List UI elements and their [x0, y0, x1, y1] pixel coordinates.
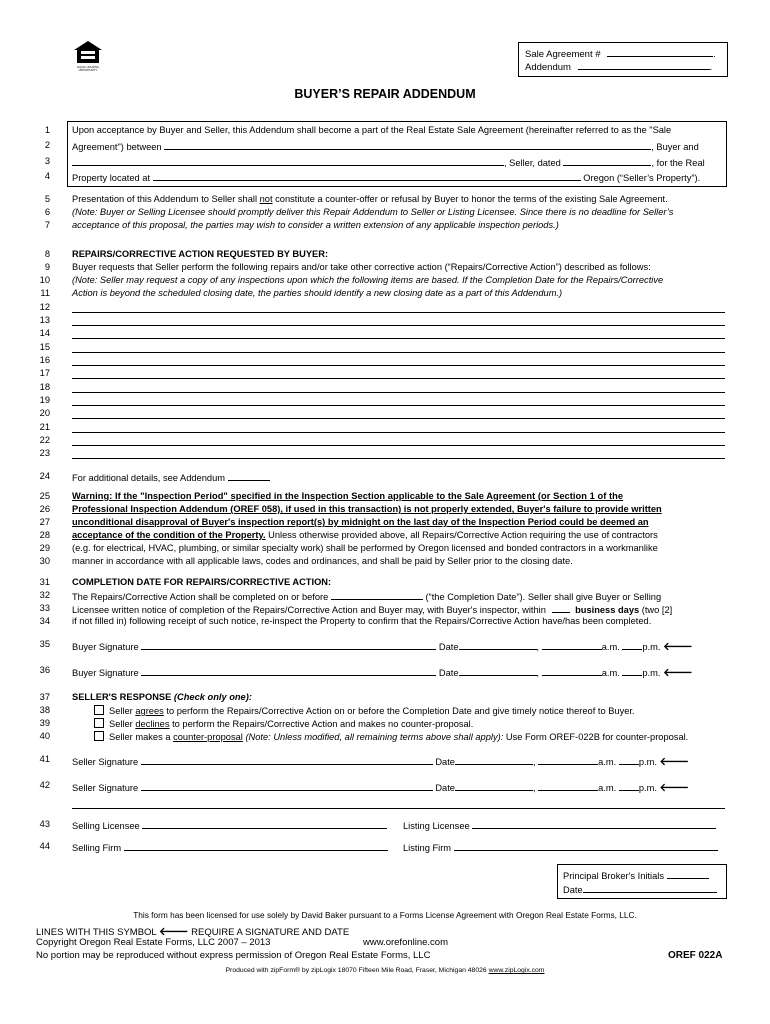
line-number: 43: [39, 819, 50, 829]
date-field[interactable]: [455, 755, 533, 765]
seller-signature-label: Seller Signature: [72, 783, 139, 793]
text: to perform the Repairs/Corrective Action on or before the Completion Date and give timely notice thereof to Buyer.: [163, 706, 635, 716]
listing-licensee-field[interactable]: [472, 819, 716, 829]
seller-option-declines: [94, 718, 473, 729]
line-number: 30: [39, 556, 50, 566]
property-address-field[interactable]: [153, 171, 581, 181]
intro-line-2: [72, 140, 699, 152]
text: (Check only one):: [171, 692, 252, 702]
pm-label: p.m.: [642, 642, 661, 652]
am-label: a.m.: [601, 668, 620, 678]
repair-entry-line[interactable]: [72, 405, 725, 406]
line-number: 11: [40, 288, 50, 298]
completion-line-34: if not filled in) following receipt of such notice, re-inspect the Property to confirm that the Repairs/Corrective Action have/has been completed.: [72, 616, 652, 626]
agreement-between-label: Agreement") between: [72, 142, 162, 152]
buyer-signature-row: [72, 639, 728, 653]
warning-line-28: [72, 530, 658, 540]
reproduction-notice: No portion may be reproduced without express permission of Oregon Real Estate Forms, LLC: [36, 950, 431, 961]
line-number: 24: [39, 471, 50, 481]
am-label: a.m.: [598, 783, 617, 793]
text: agrees: [135, 706, 164, 716]
seller-option-agrees: [94, 705, 635, 716]
line-number: 35: [39, 639, 50, 649]
arrow-left-icon: 🡐: [663, 641, 693, 653]
counter-proposal-checkbox[interactable]: [94, 731, 104, 741]
addendum-row: Addendum .: [525, 62, 713, 73]
line-number: 31: [39, 577, 50, 587]
text: declines: [135, 719, 170, 729]
presentation-line-5: [72, 194, 668, 204]
text: Licensee written notice of completion of the Repairs/Corrective Action and Buyer may, with Buyer's inspector, within: [72, 605, 546, 615]
seller-response-heading: [72, 692, 252, 702]
symbol-notice: [36, 924, 349, 938]
pm-label: p.m.: [642, 668, 661, 678]
line-number: 17: [39, 368, 50, 378]
arrow-left-icon: 🡐: [659, 782, 690, 794]
line-number: 20: [39, 408, 50, 418]
text: constitute a counter-offer or refusal by Buyer to honor the terms of the existing Sale Agreement.: [272, 194, 668, 204]
website-link[interactable]: www.orefonline.com: [363, 937, 449, 948]
date-label: Date: [435, 757, 455, 767]
pm-field[interactable]: [619, 781, 639, 791]
text: (two [2]: [639, 605, 673, 615]
buyer-signature-field[interactable]: [141, 666, 436, 676]
line-number: 32: [39, 590, 50, 600]
text: acceptance of the condition of the Property.: [72, 530, 266, 540]
line-number: 33: [39, 603, 50, 613]
line-number: 29: [39, 543, 50, 553]
repair-entry-line[interactable]: [72, 458, 725, 459]
text: Use Form OREF-022B for counter-proposal.: [503, 732, 689, 742]
pm-field[interactable]: [622, 640, 642, 650]
date-label: Date: [438, 642, 459, 652]
line-number: 15: [39, 342, 50, 352]
line-number: 28: [39, 530, 50, 540]
time-field[interactable]: [538, 781, 598, 791]
page-title: BUYER’S REPAIR ADDENDUM: [294, 87, 476, 101]
broker-date-row: [563, 883, 717, 895]
comma: ,: [536, 642, 540, 652]
line-number: 21: [39, 422, 50, 432]
listing-firm-field[interactable]: [454, 841, 718, 851]
arrow-left-icon: 🡐: [159, 926, 189, 938]
text: SELLER'S RESPONSE: [72, 692, 172, 702]
addendum-label: Addendum: [525, 62, 571, 73]
selling-firm-label: Selling Firm: [72, 843, 122, 853]
buyer-signature-row: [72, 665, 728, 679]
line-number: 4: [44, 171, 50, 181]
text: Seller: [109, 719, 136, 729]
repair-entry-line[interactable]: [72, 365, 725, 366]
form-code: OREF 022A: [668, 950, 723, 961]
line-number: 10: [39, 275, 50, 285]
selling-licensee-label: Selling Licensee: [72, 821, 140, 831]
repair-entry-line[interactable]: [72, 418, 725, 419]
line-number: 23: [39, 448, 50, 458]
repairs-line-10: (Note: Seller may request a copy of any inspections upon which the following items are based. If the Completion Date for the Repairs/Corrective: [72, 275, 664, 285]
repair-entry-line[interactable]: [72, 378, 725, 379]
am-label: a.m.: [598, 757, 617, 767]
warning-line-25: Warning: If the "Inspection Period" specified in the Inspection Section applicable to the Sale Agreement (or Section 1 of the: [72, 491, 624, 501]
buyer-signature-field[interactable]: [141, 640, 436, 650]
business-days-field[interactable]: [552, 603, 570, 613]
arrow-left-icon: 🡐: [663, 667, 693, 679]
line-number: 36: [39, 665, 50, 675]
seller-signature-field[interactable]: [141, 781, 433, 791]
text: LINES WITH THIS SYMBOL: [36, 927, 159, 938]
repair-entry-line[interactable]: [72, 325, 725, 326]
repair-entry-line[interactable]: [72, 445, 725, 446]
intro-line-1: Upon acceptance by Buyer and Seller, this Addendum shall become a part of the Real Estate Sale Agreement (hereinafter referred to as the "Sale: [72, 125, 672, 135]
text: Unless otherwise provided above, all Repairs/Corrective Action requiring the use of contractors: [265, 530, 658, 540]
text: Produced with zipForm® by zipLogix 18070 Fifteen Mile Road, Fraser, Michigan 48026: [225, 967, 489, 974]
comma: ,: [532, 783, 536, 793]
line-number: 26: [39, 504, 50, 514]
license-notice: This form has been licensed for use solely by David Baker pursuant to a Forms License Agreement with Oregon Real Estate Forms, LLC.: [133, 910, 637, 920]
line-number: 27: [39, 517, 50, 527]
selling-licensee-row: [72, 819, 387, 831]
date-label: Date: [438, 668, 459, 678]
repair-entry-line[interactable]: [72, 352, 725, 353]
for-the-real-label: , for the Real: [651, 158, 705, 168]
equal-housing-logo: [73, 40, 103, 74]
presentation-line-6: (Note: Buyer or Selling Licensee should promptly deliver this Repair Addendum to Seller or Listing Licensee. Since there is no deadline for Seller’s: [72, 207, 674, 217]
line-number: 12: [39, 302, 50, 312]
pm-field[interactable]: [619, 755, 639, 765]
line-number: 25: [39, 491, 50, 501]
buyer-name-field[interactable]: [164, 140, 651, 150]
broker-date-field[interactable]: [583, 883, 717, 893]
warning-line-30: manner in accordance with all applicable laws, codes and ordinances, and shall be paid by Seller prior to the closing date.: [72, 556, 573, 566]
date-label: Date: [435, 783, 455, 793]
intro-line-3: [72, 156, 705, 168]
broker-initials-row: [563, 869, 709, 881]
broker-date-label: Date: [563, 885, 583, 895]
declines-checkbox[interactable]: [94, 718, 104, 728]
date-field[interactable]: [459, 666, 537, 676]
completion-date-field[interactable]: [331, 590, 423, 600]
selling-firm-field[interactable]: [124, 841, 388, 851]
presentation-line-7: acceptance of this proposal, the parties may wish to consider a written extension of any applicable inspection periods.): [72, 220, 559, 230]
seller-option-counter: [94, 731, 688, 742]
text: The Repairs/Corrective Action shall be completed on or before: [72, 592, 329, 602]
pm-label: p.m.: [638, 783, 657, 793]
intro-line-4: [72, 171, 700, 183]
logo-caption: EQUAL HOUSING OPPORTUNITY: [77, 66, 99, 72]
text: to perform the Repairs/Corrective Action and makes no counter-proposal.: [169, 719, 474, 729]
text: Presentation of this Addendum to Seller shall: [72, 194, 260, 204]
completion-heading: COMPLETION DATE FOR REPAIRS/CORRECTIVE ACTION:: [72, 577, 332, 587]
completion-line-32: [72, 590, 661, 602]
ziplogix-link[interactable]: www.zipLogix.com: [488, 967, 545, 974]
seller-signature-row: [72, 754, 728, 768]
copyright: Copyright Oregon Real Estate Forms, LLC 2007 – 2013: [36, 937, 271, 948]
line-number: 9: [44, 262, 50, 272]
oregon-property-label: Oregon (“Seller’s Property”).: [583, 173, 701, 183]
produced-by: [0, 967, 770, 974]
completion-line-33: [72, 603, 672, 615]
sale-agreement-row: Sale Agreement # .: [525, 49, 716, 60]
selling-firm-row: [72, 841, 388, 853]
house-icon: [73, 40, 103, 64]
line-number: 38: [39, 705, 50, 715]
property-located-label: Property located at: [72, 173, 151, 183]
listing-firm-row: [403, 841, 718, 853]
line-number: 39: [39, 718, 50, 728]
repair-entry-line[interactable]: [72, 312, 725, 313]
sale-agreement-label: Sale Agreement #: [525, 49, 601, 60]
repairs-line-11: Action is beyond the scheduled closing date, the parties should identify a new closing date as a part of this Addendum.): [72, 288, 563, 298]
text: business days: [575, 605, 640, 615]
pm-label: p.m.: [638, 757, 657, 767]
line-number: 13: [39, 315, 50, 325]
additional-details-line: [72, 471, 270, 483]
text: Seller makes a: [109, 732, 174, 742]
line-number: 5: [44, 194, 50, 204]
line-number: 2: [44, 140, 50, 150]
line-number: 16: [39, 355, 50, 365]
section-divider: [72, 808, 725, 809]
line-number: 40: [39, 731, 50, 741]
addendum-field[interactable]: [578, 60, 710, 70]
line-number: 14: [39, 328, 50, 338]
seller-signature-row: [72, 780, 728, 794]
seller-signature-label: Seller Signature: [72, 757, 139, 767]
additional-details-label: For additional details, see Addendum: [72, 473, 225, 483]
line-number: 41: [39, 754, 50, 764]
comma: ,: [536, 668, 540, 678]
repair-entry-line[interactable]: [72, 432, 725, 433]
listing-firm-label: Listing Firm: [403, 843, 452, 853]
line-number: 37: [39, 692, 50, 702]
text: (“the Completion Date”). Seller shall give Buyer or Selling: [425, 592, 662, 602]
seller-signature-field[interactable]: [141, 755, 433, 765]
warning-line-26: Professional Inspection Addendum (OREF 058), if used in this transaction) is not properly extended, Buyer's failure to provide written: [72, 504, 662, 514]
listing-licensee-label: Listing Licensee: [403, 821, 470, 831]
time-field[interactable]: [542, 666, 602, 676]
date-field[interactable]: [459, 640, 537, 650]
broker-initials-field[interactable]: [667, 869, 709, 879]
line-number: 18: [39, 382, 50, 392]
repair-entry-line[interactable]: [72, 338, 725, 339]
am-label: a.m.: [601, 642, 620, 652]
text: counter-proposal: [173, 732, 243, 742]
line-number: 44: [39, 841, 50, 851]
buyer-and-label: , Buyer and: [651, 142, 699, 152]
line-number: 19: [39, 395, 50, 405]
line-number: 7: [44, 220, 50, 230]
text: not: [259, 194, 273, 204]
buyer-signature-label: Buyer Signature: [72, 642, 139, 652]
listing-licensee-row: [403, 819, 716, 831]
line-number: 42: [39, 780, 50, 790]
repairs-heading: REPAIRS/CORRECTIVE ACTION REQUESTED BY BUYER:: [72, 249, 329, 259]
addendum-number-field[interactable]: [228, 471, 270, 481]
warning-line-27: unconditional disapproval of Buyer's inspection report(s) by midnight on the last day of the Inspection Period could be deemed an: [72, 517, 649, 527]
seller-name-field[interactable]: [72, 156, 504, 166]
line-number: 8: [44, 249, 50, 259]
time-field[interactable]: [538, 755, 598, 765]
line-number: 3: [44, 156, 50, 166]
warning-line-29: (e.g. for electrical, HVAC, plumbing, or similar specialty work) shall be performed by Oregon licensed and bonded contractors in a workmanlike: [72, 543, 658, 553]
agreement-date-field[interactable]: [563, 156, 651, 166]
text: (Note: Unless modified, all remaining terms above shall apply):: [242, 732, 504, 742]
repairs-line-9: Buyer requests that Seller perform the following repairs and/or take other corrective action (“Repairs/Corrective Action”) described as follows:: [72, 262, 651, 272]
line-number: 22: [39, 435, 50, 445]
text: Seller: [109, 706, 136, 716]
selling-licensee-field[interactable]: [142, 819, 387, 829]
pm-field[interactable]: [622, 666, 642, 676]
line-number: 6: [44, 207, 50, 217]
repair-entry-line[interactable]: [72, 392, 725, 393]
broker-initials-label: Principal Broker's Initials: [563, 871, 664, 881]
arrow-left-icon: 🡐: [659, 756, 690, 768]
line-number: 34: [39, 616, 50, 626]
sale-agreement-field[interactable]: [607, 47, 713, 57]
time-field[interactable]: [542, 640, 602, 650]
comma: ,: [532, 757, 536, 767]
seller-dated-label: , Seller, dated: [504, 158, 561, 168]
buyer-signature-label: Buyer Signature: [72, 668, 139, 678]
date-field[interactable]: [455, 781, 533, 791]
text: REQUIRE A SIGNATURE AND DATE: [188, 927, 350, 938]
line-number: 1: [44, 125, 50, 135]
agrees-checkbox[interactable]: [94, 705, 104, 715]
